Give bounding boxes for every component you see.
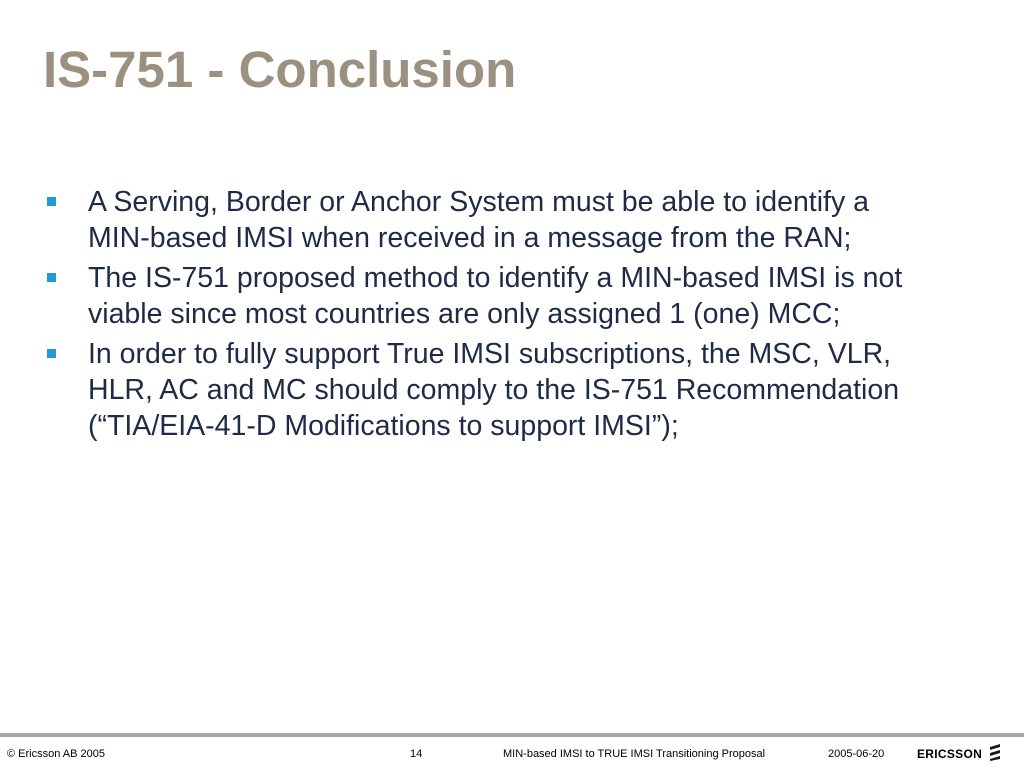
footer-page-number: 14 — [410, 748, 423, 760]
footer-date: 2005-06-20 — [828, 748, 885, 760]
ericsson-logo-icon — [988, 743, 1002, 761]
bullet-text: In order to fully support True IMSI subscriptions, the MSC, VLR, HLR, AC and MC should comply to the IS-751 Recommendation (“TIA/EIA-41-D Modifications to support IMSI”); — [88, 338, 900, 442]
bullet-list — [42, 184, 912, 448]
bullet-item — [42, 260, 912, 332]
footer-copyright: © Ericsson AB 2005 — [7, 748, 105, 760]
square-bullet-icon — [47, 273, 56, 282]
footer-presentation-title: MIN-based IMSI to TRUE IMSI Transitioning Proposal — [503, 748, 766, 760]
footer — [0, 746, 1024, 762]
bullet-item — [42, 184, 912, 256]
square-bullet-icon — [47, 197, 56, 206]
bullet-item — [42, 336, 912, 444]
square-bullet-icon — [47, 349, 56, 358]
bullet-text: The IS-751 proposed method to identify a MIN-based IMSI is not viable since most countries are only assigned 1 (one) MCC; — [88, 262, 903, 330]
footer-logo-text: ERICSSON — [917, 747, 983, 761]
bullet-text: A Serving, Border or Anchor System must be able to identify a MIN-based IMSI when received in a message from the RAN; — [88, 186, 869, 254]
footer-divider — [0, 733, 1024, 737]
slide-title: IS-751 - Conclusion — [43, 41, 517, 98]
